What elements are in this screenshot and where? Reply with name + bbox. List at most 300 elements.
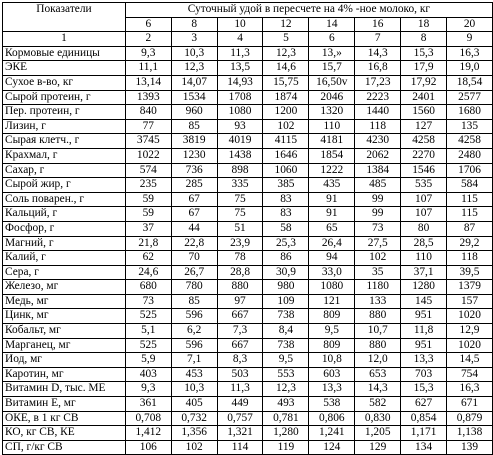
- value-cell: 85: [171, 119, 217, 134]
- value-cell: 94: [309, 251, 355, 266]
- value-cell: 133: [355, 294, 401, 309]
- value-cell: 124: [309, 440, 355, 455]
- value-cell: 59: [125, 192, 171, 207]
- value-cell: 9,3: [125, 382, 171, 397]
- value-cell: 1022: [125, 148, 171, 163]
- value-cell: 0,757: [217, 411, 263, 426]
- table-row: [3, 134, 493, 149]
- value-cell: 4258: [401, 134, 447, 149]
- value-cell: 7,3: [217, 324, 263, 339]
- row-label: Сырой жир, г: [3, 178, 126, 193]
- value-cell: 1680: [447, 105, 493, 120]
- value-cell: 12,3: [263, 46, 309, 61]
- table-row: [3, 265, 493, 280]
- value-cell: 33,0: [309, 265, 355, 280]
- table-row: [3, 338, 493, 353]
- value-cell: 44: [171, 221, 217, 236]
- row-label: Иод, мг: [3, 353, 126, 368]
- value-cell: 11,1: [125, 61, 171, 76]
- value-cell: 6,2: [171, 324, 217, 339]
- value-cell: 2577: [447, 90, 493, 105]
- table-row: [3, 367, 493, 382]
- yield-group-header: Суточный удой в пересчете на 4% -ное молоко, кг: [125, 3, 492, 18]
- table-row: [3, 46, 493, 61]
- value-cell: 627: [401, 397, 447, 412]
- row-label: Медь, мг: [3, 294, 126, 309]
- value-cell: 12,0: [355, 353, 401, 368]
- table-row: [3, 163, 493, 178]
- value-cell: 503: [217, 367, 263, 382]
- indicator-header: Показатели: [3, 3, 126, 32]
- value-cell: 110: [401, 251, 447, 266]
- value-cell: 738: [263, 309, 309, 324]
- row-label: Крахмал, г: [3, 148, 126, 163]
- value-cell: 754: [447, 367, 493, 382]
- row-label: СП, г/кг СВ: [3, 440, 126, 455]
- table-row: [3, 353, 493, 368]
- value-cell: 19,0: [447, 61, 493, 76]
- value-cell: 134: [401, 440, 447, 455]
- value-cell: 13,3: [309, 382, 355, 397]
- value-cell: 780: [171, 280, 217, 295]
- value-cell: 127: [401, 119, 447, 134]
- value-cell: 115: [447, 207, 493, 222]
- table-row: [3, 192, 493, 207]
- table-row: [3, 426, 493, 441]
- value-cell: 29,2: [447, 236, 493, 251]
- value-cell: 59: [125, 207, 171, 222]
- table-row: [3, 119, 493, 134]
- value-cell: 77: [125, 119, 171, 134]
- value-cell: 980: [263, 280, 309, 295]
- value-cell: 2401: [401, 90, 447, 105]
- value-cell: 9,3: [125, 46, 171, 61]
- table-row: [3, 440, 493, 455]
- value-cell: 0,854: [401, 411, 447, 426]
- value-cell: 880: [217, 280, 263, 295]
- value-cell: 738: [263, 338, 309, 353]
- table-row: [3, 207, 493, 222]
- value-cell: 596: [171, 309, 217, 324]
- table-row: [3, 148, 493, 163]
- value-cell: 15,3: [401, 46, 447, 61]
- value-cell: 75: [217, 192, 263, 207]
- row-label: Фосфор, г: [3, 221, 126, 236]
- value-cell: 83: [263, 207, 309, 222]
- value-cell: 1384: [355, 163, 401, 178]
- column-index-cell: 9: [447, 32, 493, 47]
- value-cell: 596: [171, 338, 217, 353]
- value-cell: 951: [401, 338, 447, 353]
- value-cell: 8,4: [263, 324, 309, 339]
- table-row: [3, 251, 493, 266]
- row-label: Кормовые единицы: [3, 46, 126, 61]
- value-cell: 10,7: [355, 324, 401, 339]
- value-cell: 435: [309, 178, 355, 193]
- yield-header-cell: 12: [263, 17, 309, 32]
- value-cell: 880: [355, 309, 401, 324]
- value-cell: 12,9: [447, 324, 493, 339]
- value-cell: 25,3: [263, 236, 309, 251]
- row-label: Сера, г: [3, 265, 126, 280]
- value-cell: 449: [217, 397, 263, 412]
- value-cell: 86: [263, 251, 309, 266]
- value-cell: 118: [355, 119, 401, 134]
- value-cell: 1,321: [217, 426, 263, 441]
- value-cell: 1060: [263, 163, 309, 178]
- value-cell: 67: [171, 192, 217, 207]
- row-label: Цинк, мг: [3, 309, 126, 324]
- table-row: [3, 411, 493, 426]
- yield-header-cell: 14: [309, 17, 355, 32]
- column-index-cell: 3: [171, 32, 217, 47]
- value-cell: 0,732: [171, 411, 217, 426]
- value-cell: 0,830: [355, 411, 401, 426]
- value-cell: 80: [401, 221, 447, 236]
- table-row: [3, 294, 493, 309]
- value-cell: 1706: [447, 163, 493, 178]
- value-cell: 840: [125, 105, 171, 120]
- value-cell: 1560: [401, 105, 447, 120]
- value-cell: 10,8: [309, 353, 355, 368]
- value-cell: 285: [171, 178, 217, 193]
- value-cell: 0,806: [309, 411, 355, 426]
- value-cell: 1020: [447, 338, 493, 353]
- value-cell: 584: [447, 178, 493, 193]
- value-cell: 24,6: [125, 265, 171, 280]
- value-cell: 16,3: [447, 382, 493, 397]
- value-cell: 14,3: [355, 382, 401, 397]
- value-cell: 16,50v: [309, 75, 355, 90]
- value-cell: 22,8: [171, 236, 217, 251]
- value-cell: 809: [309, 338, 355, 353]
- value-cell: 62: [125, 251, 171, 266]
- value-cell: 5,1: [125, 324, 171, 339]
- value-cell: 102: [263, 119, 309, 134]
- column-index-cell: 4: [217, 32, 263, 47]
- yield-header-cell: 10: [217, 17, 263, 32]
- value-cell: 17,92: [401, 75, 447, 90]
- column-index-cell: 8: [401, 32, 447, 47]
- row-label: Калий, г: [3, 251, 126, 266]
- nutrition-norms-table: [2, 2, 493, 455]
- column-index-row: [3, 32, 493, 47]
- value-cell: 70: [171, 251, 217, 266]
- value-cell: 114: [217, 440, 263, 455]
- value-cell: 119: [263, 440, 309, 455]
- value-cell: 13,5: [217, 61, 263, 76]
- value-cell: 87: [447, 221, 493, 236]
- value-cell: 8,3: [217, 353, 263, 368]
- value-cell: 115: [447, 192, 493, 207]
- value-cell: 1080: [309, 280, 355, 295]
- value-cell: 9,5: [263, 353, 309, 368]
- value-cell: 109: [263, 294, 309, 309]
- value-cell: 102: [171, 440, 217, 455]
- value-cell: 107: [401, 192, 447, 207]
- table-row: [3, 221, 493, 236]
- value-cell: 4230: [355, 134, 401, 149]
- value-cell: 1,138: [447, 426, 493, 441]
- value-cell: 85: [171, 294, 217, 309]
- table-row: [3, 382, 493, 397]
- value-cell: 93: [217, 119, 263, 134]
- value-cell: 1,280: [263, 426, 309, 441]
- table-row: [3, 397, 493, 412]
- column-index-cell: 7: [355, 32, 401, 47]
- value-cell: 667: [217, 338, 263, 353]
- value-cell: 12,3: [171, 61, 217, 76]
- row-label: ОКЕ, в 1 кг СВ: [3, 411, 126, 426]
- value-cell: 14,6: [263, 61, 309, 76]
- header-row-top: [3, 3, 493, 18]
- value-cell: 75: [217, 207, 263, 222]
- table-row: [3, 280, 493, 295]
- value-cell: 14,07: [171, 75, 217, 90]
- value-cell: 4181: [309, 134, 355, 149]
- value-cell: 145: [401, 294, 447, 309]
- value-cell: 1200: [263, 105, 309, 120]
- value-cell: 28,8: [217, 265, 263, 280]
- value-cell: 1320: [309, 105, 355, 120]
- value-cell: 535: [401, 178, 447, 193]
- row-label: Кобальт, мг: [3, 324, 126, 339]
- value-cell: 97: [217, 294, 263, 309]
- value-cell: 1438: [217, 148, 263, 163]
- value-cell: 653: [355, 367, 401, 382]
- value-cell: 1874: [263, 90, 309, 105]
- value-cell: 335: [217, 178, 263, 193]
- value-cell: 1379: [447, 280, 493, 295]
- value-cell: 1646: [263, 148, 309, 163]
- row-label: Сухое в-во, кг: [3, 75, 126, 90]
- value-cell: 2046: [309, 90, 355, 105]
- row-label: Каротин, мг: [3, 367, 126, 382]
- value-cell: 73: [355, 221, 401, 236]
- column-index-cell: 2: [125, 32, 171, 47]
- value-cell: 102: [355, 251, 401, 266]
- value-cell: 951: [401, 309, 447, 324]
- row-label: ЭКЕ: [3, 61, 126, 76]
- value-cell: 703: [401, 367, 447, 382]
- value-cell: 1230: [171, 148, 217, 163]
- value-cell: 4258: [447, 134, 493, 149]
- value-cell: 1440: [355, 105, 401, 120]
- value-cell: 1,356: [171, 426, 217, 441]
- value-cell: 960: [171, 105, 217, 120]
- value-cell: 553: [263, 367, 309, 382]
- value-cell: 21,8: [125, 236, 171, 251]
- value-cell: 493: [263, 397, 309, 412]
- value-cell: 2223: [355, 90, 401, 105]
- value-cell: 11,3: [217, 46, 263, 61]
- value-cell: 525: [125, 338, 171, 353]
- value-cell: 736: [171, 163, 217, 178]
- yield-header-cell: 20: [447, 17, 493, 32]
- value-cell: 65: [309, 221, 355, 236]
- value-cell: 14,5: [447, 353, 493, 368]
- value-cell: 107: [401, 207, 447, 222]
- value-cell: 898: [217, 163, 263, 178]
- value-cell: 1,412: [125, 426, 171, 441]
- table-row: [3, 75, 493, 90]
- value-cell: 26,7: [171, 265, 217, 280]
- value-cell: 1180: [355, 280, 401, 295]
- value-cell: 1020: [447, 309, 493, 324]
- value-cell: 385: [263, 178, 309, 193]
- value-cell: 809: [309, 309, 355, 324]
- value-cell: 14,3: [355, 46, 401, 61]
- value-cell: 1854: [309, 148, 355, 163]
- value-cell: 37,1: [401, 265, 447, 280]
- value-cell: 1080: [217, 105, 263, 120]
- value-cell: 4019: [217, 134, 263, 149]
- value-cell: 405: [171, 397, 217, 412]
- value-cell: 235: [125, 178, 171, 193]
- row-label: Кальций, г: [3, 207, 126, 222]
- value-cell: 1534: [171, 90, 217, 105]
- row-label: Витамин D, тыс. МЕ: [3, 382, 126, 397]
- value-cell: 12,3: [263, 382, 309, 397]
- value-cell: 538: [309, 397, 355, 412]
- value-cell: 99: [355, 192, 401, 207]
- value-cell: 5,9: [125, 353, 171, 368]
- value-cell: 67: [171, 207, 217, 222]
- value-cell: 39,5: [447, 265, 493, 280]
- value-cell: 15,75: [263, 75, 309, 90]
- value-cell: 1280: [401, 280, 447, 295]
- value-cell: 2270: [401, 148, 447, 163]
- row-label: Железо, мг: [3, 280, 126, 295]
- value-cell: 13,3: [401, 353, 447, 368]
- value-cell: 1,205: [355, 426, 401, 441]
- value-cell: 17,23: [355, 75, 401, 90]
- value-cell: 0,879: [447, 411, 493, 426]
- row-label: Пер. протеин, г: [3, 105, 126, 120]
- value-cell: 91: [309, 192, 355, 207]
- value-cell: 2062: [355, 148, 401, 163]
- row-label: Соль поварен., г: [3, 192, 126, 207]
- value-cell: 574: [125, 163, 171, 178]
- table-row: [3, 236, 493, 251]
- value-cell: 1222: [309, 163, 355, 178]
- value-cell: 1708: [217, 90, 263, 105]
- table-row: [3, 178, 493, 193]
- value-cell: 9,5: [309, 324, 355, 339]
- value-cell: 2480: [447, 148, 493, 163]
- value-cell: 135: [447, 119, 493, 134]
- table-row: [3, 61, 493, 76]
- value-cell: 1,241: [309, 426, 355, 441]
- row-label: Сахар, г: [3, 163, 126, 178]
- value-cell: 129: [355, 440, 401, 455]
- value-cell: 13,»: [309, 46, 355, 61]
- value-cell: 78: [217, 251, 263, 266]
- yield-header-cell: 16: [355, 17, 401, 32]
- row-label: КО, кг СВ, КЕ: [3, 426, 126, 441]
- value-cell: 3745: [125, 134, 171, 149]
- value-cell: 667: [217, 309, 263, 324]
- value-cell: 485: [355, 178, 401, 193]
- value-cell: 28,5: [401, 236, 447, 251]
- row-label: Марганец, мг: [3, 338, 126, 353]
- row-label: Лизин, г: [3, 119, 126, 134]
- table-row: [3, 105, 493, 120]
- value-cell: 23,9: [217, 236, 263, 251]
- value-cell: 13,14: [125, 75, 171, 90]
- value-cell: 51: [217, 221, 263, 236]
- table-row: [3, 309, 493, 324]
- value-cell: 7,1: [171, 353, 217, 368]
- value-cell: 110: [309, 119, 355, 134]
- value-cell: 14,93: [217, 75, 263, 90]
- value-cell: 139: [447, 440, 493, 455]
- yield-header-cell: 8: [171, 17, 217, 32]
- value-cell: 26,4: [309, 236, 355, 251]
- value-cell: 671: [447, 397, 493, 412]
- value-cell: 1393: [125, 90, 171, 105]
- value-cell: 18,54: [447, 75, 493, 90]
- value-cell: 83: [263, 192, 309, 207]
- value-cell: 582: [355, 397, 401, 412]
- yield-header-cell: 6: [125, 17, 171, 32]
- value-cell: 157: [447, 294, 493, 309]
- column-index-cell: 6: [309, 32, 355, 47]
- value-cell: 99: [355, 207, 401, 222]
- yield-header-cell: 18: [401, 17, 447, 32]
- value-cell: 106: [125, 440, 171, 455]
- value-cell: 453: [171, 367, 217, 382]
- value-cell: 11,3: [217, 382, 263, 397]
- value-cell: 15,7: [309, 61, 355, 76]
- value-cell: 58: [263, 221, 309, 236]
- value-cell: 73: [125, 294, 171, 309]
- value-cell: 11,8: [401, 324, 447, 339]
- table-row: [3, 90, 493, 105]
- value-cell: 15,3: [401, 382, 447, 397]
- value-cell: 27,5: [355, 236, 401, 251]
- value-cell: 10,3: [171, 46, 217, 61]
- value-cell: 0,708: [125, 411, 171, 426]
- value-cell: 525: [125, 309, 171, 324]
- value-cell: 91: [309, 207, 355, 222]
- value-cell: 35: [355, 265, 401, 280]
- column-index-cell: 5: [263, 32, 309, 47]
- value-cell: 17,9: [401, 61, 447, 76]
- value-cell: 603: [309, 367, 355, 382]
- value-cell: 121: [309, 294, 355, 309]
- table-row: [3, 324, 493, 339]
- row-label: Сырой протеин, г: [3, 90, 126, 105]
- value-cell: 4115: [263, 134, 309, 149]
- column-index-cell: 1: [3, 32, 126, 47]
- value-cell: 1,171: [401, 426, 447, 441]
- value-cell: 16,3: [447, 46, 493, 61]
- value-cell: 0,781: [263, 411, 309, 426]
- value-cell: 680: [125, 280, 171, 295]
- value-cell: 361: [125, 397, 171, 412]
- value-cell: 118: [447, 251, 493, 266]
- row-label: Витамин Е, мг: [3, 397, 126, 412]
- row-label: Магний, г: [3, 236, 126, 251]
- value-cell: 37: [125, 221, 171, 236]
- value-cell: 16,8: [355, 61, 401, 76]
- value-cell: 880: [355, 338, 401, 353]
- value-cell: 3819: [171, 134, 217, 149]
- row-label: Сырая клетч., г: [3, 134, 126, 149]
- value-cell: 30,9: [263, 265, 309, 280]
- value-cell: 1546: [401, 163, 447, 178]
